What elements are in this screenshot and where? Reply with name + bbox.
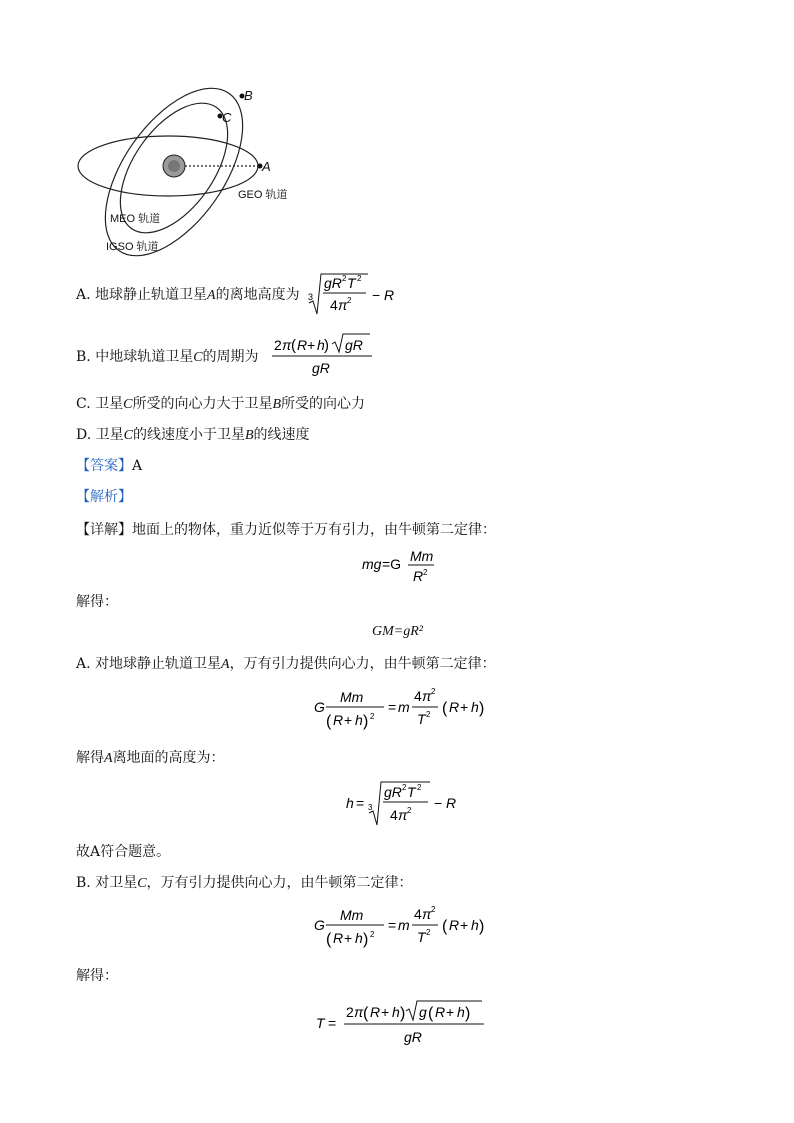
svg-text:): ) [363, 713, 369, 730]
svg-text:gR: gR [384, 784, 402, 800]
svg-text:h: h [355, 712, 363, 728]
svg-text:2: 2 [407, 806, 412, 815]
svg-text:h: h [471, 917, 479, 933]
svg-text:): ) [479, 918, 485, 935]
svg-text:R: R [333, 712, 344, 728]
equation-gravity-a [312, 684, 502, 738]
svg-text:+: + [381, 1004, 390, 1020]
solve-label-1: 解得： [76, 594, 118, 610]
svg-text:m: m [398, 917, 410, 933]
svg-text:2: 2 [431, 905, 436, 914]
svg-text:−: − [434, 795, 443, 811]
svg-text:R: R [435, 1004, 446, 1020]
svg-text:2: 2 [342, 274, 347, 283]
svg-text:+: + [446, 1004, 455, 1020]
label-c: C [222, 110, 232, 125]
svg-text:(: ( [326, 713, 332, 730]
svg-text:h: h [355, 930, 363, 946]
answer-value: A [132, 458, 143, 474]
svg-text:R: R [413, 568, 424, 584]
label-meo: MEO 轨道 [110, 213, 161, 225]
svg-text:T: T [347, 275, 356, 291]
orbit-diagram [70, 80, 310, 260]
svg-text:R: R [370, 1004, 381, 1020]
option-key: A. [76, 287, 91, 303]
detail-line: 【详解】地面上的物体，重力近似等于万有引力，由牛顿第二定律： [76, 522, 496, 538]
svg-text:4: 4 [330, 297, 338, 313]
option-c: C. 卫星C所受的向心力大于卫星B所受的向心力 [76, 396, 366, 412]
svg-text:3: 3 [308, 292, 314, 302]
equation-gravity-b [312, 902, 502, 956]
equation-height [344, 778, 464, 834]
svg-text:2: 2 [370, 712, 375, 721]
svg-text:gR: gR [312, 360, 330, 376]
svg-text:R: R [384, 287, 395, 303]
label-geo: GEO 轨道 [238, 189, 288, 201]
label-a: A [262, 159, 271, 174]
svg-text:=: = [356, 795, 365, 811]
svg-text:): ) [465, 1005, 471, 1022]
svg-text:G: G [314, 917, 325, 933]
svg-text:h: h [392, 1004, 400, 1020]
svg-text:2: 2 [357, 274, 362, 283]
svg-text:R: R [449, 699, 460, 715]
answer-line: 【答案】A [76, 458, 143, 474]
svg-text:): ) [400, 1005, 406, 1022]
svg-text:R: R [297, 337, 308, 353]
label-igso: IGSO 轨道 [106, 241, 159, 253]
svg-text:h: h [471, 699, 479, 715]
svg-text:=: = [388, 917, 397, 933]
svg-text:gR: gR [345, 337, 363, 353]
svg-text:T: T [316, 1015, 325, 1031]
svg-text:−: − [372, 287, 381, 303]
svg-text:mg: mg [362, 556, 382, 572]
svg-text:+: + [460, 699, 469, 715]
svg-text:4: 4 [390, 807, 398, 823]
svg-text:4: 4 [414, 688, 422, 704]
svg-text:+: + [344, 712, 353, 728]
conclude-a: 故A符合题意。 [76, 844, 171, 860]
svg-text:T: T [417, 711, 426, 727]
svg-text:2: 2 [431, 687, 436, 696]
svg-text:h: h [346, 795, 354, 811]
svg-text:(: ( [428, 1005, 434, 1022]
svg-text:h: h [317, 337, 325, 353]
svg-text:2: 2 [347, 296, 352, 305]
solve-label-2: 解得： [76, 968, 118, 984]
svg-text:): ) [324, 337, 329, 354]
option-d: D. 卫星C的线速度小于卫星B的线速度 [76, 427, 310, 443]
svg-text:h: h [457, 1004, 465, 1020]
svg-text:2: 2 [274, 337, 282, 353]
part-b-line: B. 对卫星C，万有引力提供向心力，由牛顿第二定律： [76, 875, 413, 891]
svg-text:R: R [449, 917, 460, 933]
svg-text:π: π [354, 1004, 364, 1020]
option-a-formula [306, 270, 406, 322]
analysis-heading: 【解析】 [76, 489, 132, 505]
svg-text:2: 2 [346, 1004, 354, 1020]
svg-text:=G: =G [382, 556, 402, 572]
svg-text:gR: gR [404, 1029, 422, 1045]
svg-text:): ) [479, 700, 485, 717]
solve-a-line: 解得A离地面的高度为： [76, 750, 225, 766]
svg-text:gR: gR [324, 275, 342, 291]
svg-text:2: 2 [417, 783, 422, 792]
svg-text:R: R [446, 795, 457, 811]
svg-text:2: 2 [423, 568, 428, 577]
svg-text:π: π [422, 906, 432, 922]
svg-text:T: T [417, 929, 426, 945]
svg-text:2: 2 [426, 710, 431, 719]
svg-text:2: 2 [370, 930, 375, 939]
svg-text:2: 2 [402, 783, 407, 792]
label-b: B [244, 88, 253, 103]
svg-text:2: 2 [426, 928, 431, 937]
option-a: A. 地球静止轨道卫星A的离地高度为 [76, 287, 300, 303]
svg-text:g: g [419, 1004, 427, 1020]
svg-text:=: = [328, 1015, 337, 1031]
svg-text:Mm: Mm [340, 907, 364, 923]
svg-text:T: T [407, 784, 416, 800]
svg-text:+: + [460, 917, 469, 933]
option-text: 地球静止轨道卫星 [95, 287, 208, 303]
svg-text:+: + [344, 930, 353, 946]
svg-text:(: ( [291, 337, 296, 354]
svg-text:(: ( [363, 1005, 369, 1022]
option-b-formula [270, 332, 380, 384]
svg-text:R: R [333, 930, 344, 946]
svg-text:π: π [422, 688, 432, 704]
svg-text:(: ( [442, 918, 448, 935]
svg-text:=: = [388, 699, 397, 715]
equation-period [314, 998, 494, 1054]
svg-text:): ) [363, 931, 369, 948]
equation-mg [360, 545, 450, 593]
equation-gm: GM=gR² [372, 624, 423, 639]
svg-text:m: m [398, 699, 410, 715]
svg-text:π: π [338, 297, 348, 313]
svg-text:π: π [398, 807, 408, 823]
option-b: B. 中地球轨道卫星C的周期为 [76, 349, 259, 365]
svg-text:4: 4 [414, 906, 422, 922]
part-a-line: A. 对地球静止轨道卫星A，万有引力提供向心力，由牛顿第二定律： [76, 656, 496, 672]
svg-text:G: G [314, 699, 325, 715]
svg-text:Mm: Mm [410, 548, 434, 564]
svg-text:(: ( [326, 931, 332, 948]
svg-text:3: 3 [368, 803, 373, 812]
svg-text:π: π [282, 337, 292, 353]
svg-text:(: ( [442, 700, 448, 717]
svg-text:+: + [307, 337, 316, 353]
svg-text:Mm: Mm [340, 689, 364, 705]
